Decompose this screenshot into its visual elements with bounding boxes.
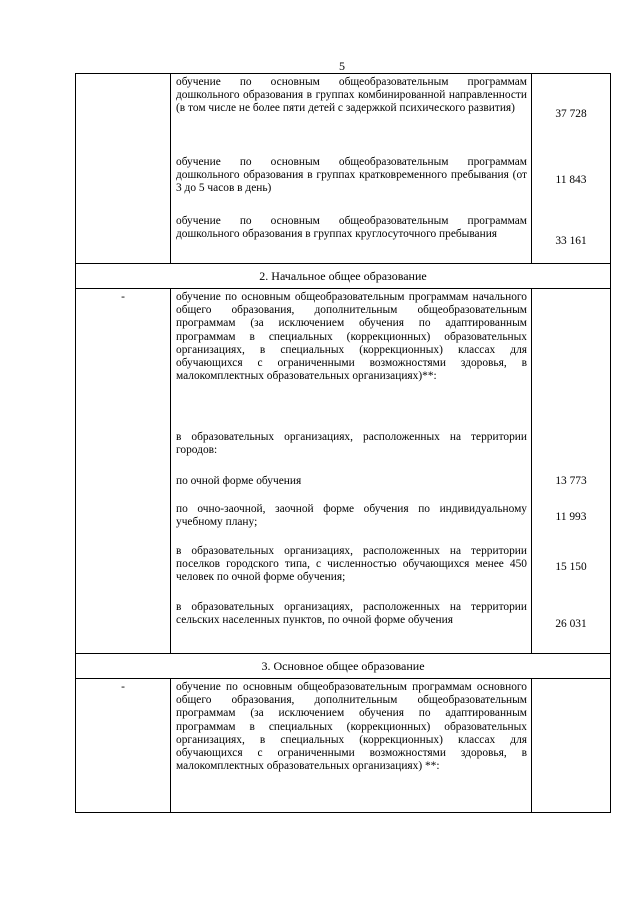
- list-item: в образовательных организациях, расположенных на территории поселков городского типа, с численностью обучающихся менее 450 человек по очной форме обучения;: [176, 545, 527, 584]
- section-3-row: [76, 654, 611, 679]
- preschool-text-cell: [171, 74, 532, 264]
- amount-value: 26 031: [555, 618, 587, 630]
- dash-cell: [76, 289, 171, 654]
- dash-marker: -: [121, 681, 125, 693]
- page-number: 5: [339, 59, 345, 73]
- section-title: 2. Начальное общее образование: [259, 269, 427, 283]
- list-item: в образовательных организациях, расположенных на территории городов:: [176, 431, 527, 457]
- empty-cell: [76, 74, 171, 264]
- primary-amount-cell: [532, 289, 611, 654]
- amount-value: 11 843: [555, 174, 587, 186]
- amount-value: 11 993: [555, 511, 587, 523]
- section-title: 3. Основное общее образование: [261, 659, 425, 673]
- list-item: обучение по основным общеобразовательным программам дошкольного образования в группах кратковременного пребывания (от 3 до 5 часов в день): [176, 156, 527, 195]
- list-item: обучение по основным общеобразовательным программам дошкольного образования в группах круглосуточного пребывания: [176, 215, 527, 241]
- basic-text-cell: [171, 679, 532, 813]
- list-item: по очной форме обучения: [176, 475, 302, 487]
- section-2-row: [76, 264, 611, 289]
- amount-value: 37 728: [555, 108, 587, 120]
- list-item: обучение по основным общеобразовательным программам основного общего образования, дополнительным общеобразовательным программам (за исключением обучения по адаптированным программам в специальных (коррекционных) образовательных организациях, в специальных (коррекционных) классах для обучающихся с ограниченными возможностями здоровья, в малокомплектных образовательных организациях) **:: [176, 681, 527, 773]
- basic-amount-cell: [532, 679, 611, 813]
- preschool-amount-cell: [532, 74, 611, 264]
- table-row-preschool: [76, 74, 611, 264]
- list-item: обучение по основным общеобразовательным программам начального общего образования, дополнительным общеобразовательным программам (за исключением обучения по адаптированным программам в специальных (коррекционных) образовательных организациях, в специальных (коррекционных) классах для обучающихся с ограниченными возможностями здоровья, в малокомплектных образовательных организациях)**:: [176, 291, 527, 383]
- norms-table: [75, 73, 611, 813]
- dash-cell: [76, 679, 171, 813]
- table-row-primary: [76, 289, 611, 654]
- list-item: по очно-заочной, заочной форме обучения по индивидуальному учебному плану;: [176, 503, 527, 529]
- list-item: в образовательных организациях, расположенных на территории сельских населенных пунктов, по очной форме обучения: [176, 601, 527, 627]
- amount-value: 15 150: [555, 561, 587, 573]
- list-item: обучение по основным общеобразовательным программам дошкольного образования в группах комбинированной направленности (в том числе не более пяти детей с задержкой психического развития): [176, 76, 527, 115]
- dash-marker: -: [121, 291, 125, 303]
- section-title-cell: [76, 654, 611, 679]
- section-title-cell: [76, 264, 611, 289]
- table-row-basic: [76, 679, 611, 813]
- primary-text-cell: [171, 289, 532, 654]
- amount-value: 33 161: [555, 235, 587, 247]
- amount-value: 13 773: [555, 475, 587, 487]
